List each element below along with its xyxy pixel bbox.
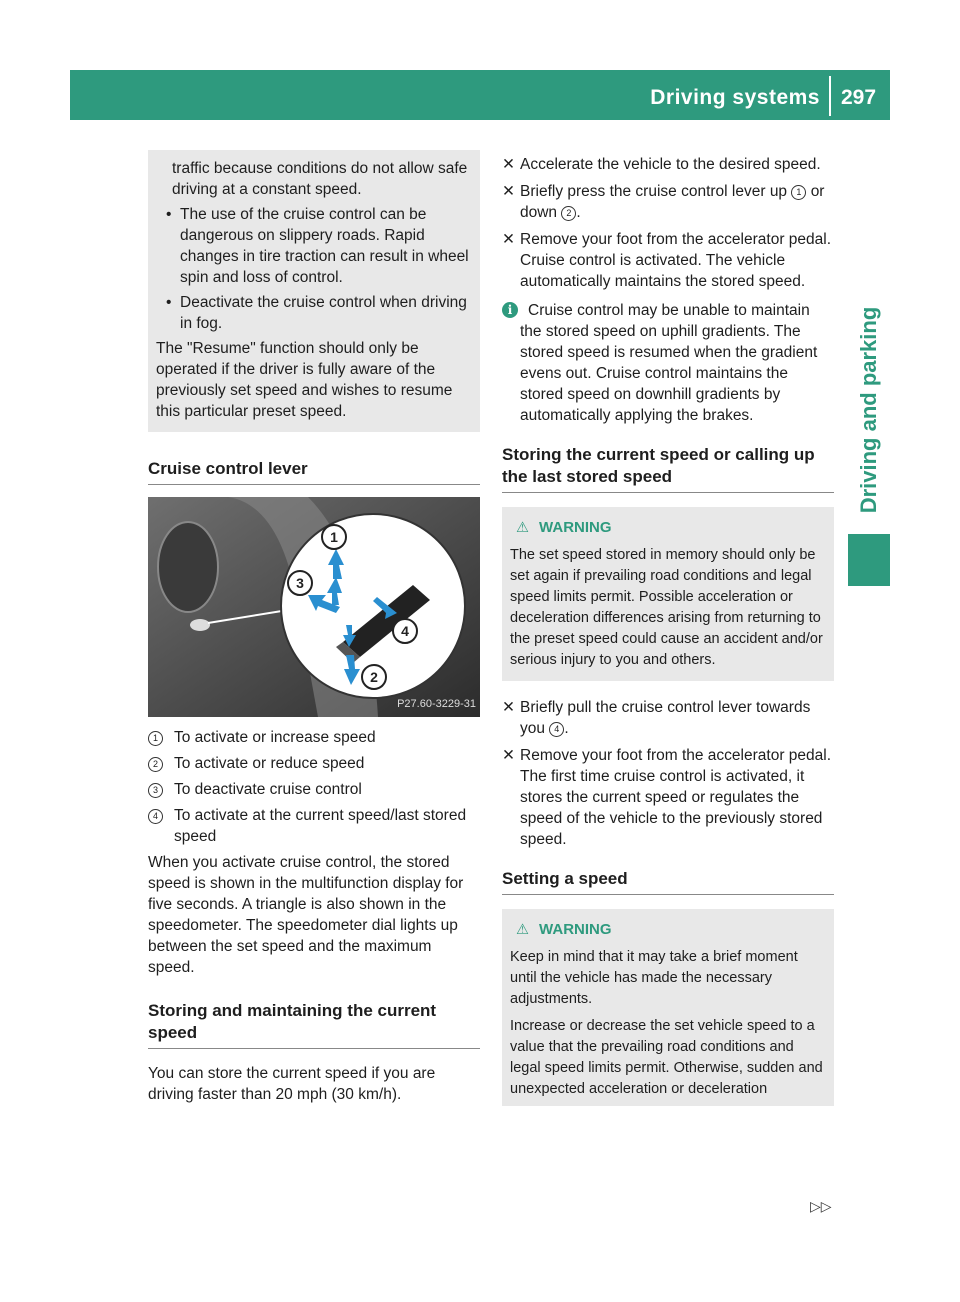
legend-item [148,727,480,748]
legend-text: To activate or increase speed [174,729,376,746]
legend-text: To activate or reduce speed [174,755,365,772]
ref-number-2: 2 [561,206,576,221]
warning-title: WARNING [539,921,612,938]
warning-text: Keep in mind that it may take a brief moment until the vehicle has made the necessary adjustments. [510,949,798,1007]
step-text: . [564,720,569,737]
callout-1: 1 [330,529,338,545]
step-arrow-icon: ✕ [502,156,515,173]
step-text: Accelerate the vehicle to the desired speed. [520,156,821,173]
step-text: or down [520,183,825,221]
info-text: Cruise control may be unable to maintain the stored speed on uphill gradients. The stored speed is resumed when the gradient evens out. Cruise control maintains the stored speed on downhill gradients by automatically applying the brakes. [520,302,818,424]
lever-heading: Cruise control lever [148,458,480,485]
warning-icon: ⚠ [516,520,529,536]
activation-paragraph: When you activate cruise control, the stored speed is shown in the multifunction display for five seconds. A triangle is also shown in the speedometer. The speedometer dial lights up between the set speed and the maximum speed. [148,854,464,976]
bullet-text: The use of the cruise control can be dangerous on slippery roads. Rapid changes in tire traction can result in wheel spin and loss of control. [180,206,469,286]
warning-text: Increase or decrease the set vehicle speed to a value that the prevailing road conditions and legal speed limits permit. Otherwise, sudden and unexpected acceleration or deceleration [510,1018,823,1097]
warning-title-row [510,919,826,941]
storing-paragraph: You can store the current speed if you are driving faster than 20 mph (30 km/h). [148,1065,436,1103]
header-divider [829,76,831,116]
legend-number: 1 [148,731,163,746]
callout-3: 3 [296,575,304,591]
warning-text: The set speed stored in memory should only be set again if prevailing road conditions and legal speed limits permit. Possible acceleration or deceleration differences arising from returning to the preset speed could cause an accident and/or serious injury to you and others. [510,547,823,668]
step-arrow-icon: ✕ [502,747,515,764]
warning-bullet [156,292,472,334]
legend-item [148,805,480,847]
bullet-text: Deactivate the cruise control when driving in fog. [180,294,467,332]
legend-number: 2 [148,757,163,772]
bullet-dot: • [166,206,172,223]
legend-item [148,779,480,800]
continued-warning-box [148,150,480,432]
warning-icon: ⚠ [516,922,529,938]
step-arrow-icon: ✕ [502,183,515,200]
side-tab-marker [848,534,890,586]
step-arrow-icon: ✕ [502,699,515,716]
warning-title-row [510,517,826,539]
legend-text: To activate at the current speed/last stored speed [174,807,467,845]
warning-title: WARNING [539,519,612,536]
figure-legend [148,727,480,847]
left-column [148,150,480,1105]
ref-number-4: 4 [549,722,564,737]
warning-intro: traffic because conditions do not allow safe driving at a constant speed. [172,160,468,198]
step [502,745,834,850]
step-text: Remove your foot from the accelerator pedal. [520,747,832,764]
legend-number: 4 [148,809,163,824]
side-tab-label: Driving and parking [856,306,881,514]
lever-figure [148,497,480,717]
warning-bullet [156,204,472,288]
section-title: Driving systems [650,86,820,109]
resume-note: The "Resume" function should only be operated if the driver is fully aware of the previously set speed and wishes to resume this particular preset speed. [156,340,453,420]
callout-2: 2 [370,669,378,685]
recall-heading: Storing the current speed or calling up the last stored speed [502,444,834,493]
warning-box-2 [502,909,834,1106]
legend-item [148,753,480,774]
figure-code: P27.60-3229-31 [397,698,476,710]
page-number: 297 [841,86,877,109]
step-text: Briefly pull the cruise control lever towards you [520,699,811,737]
ref-number-1: 1 [791,185,806,200]
gauge-shape [158,522,218,612]
step-result: Cruise control is activated. The vehicle automatically maintains the stored speed. [520,252,806,290]
warning-box-1 [502,507,834,681]
step-text: Briefly press the cruise control lever up [520,183,788,200]
legend-number: 3 [148,783,163,798]
continue-marker-icon: ▷▷ [810,1198,832,1214]
storing-heading: Storing and maintaining the current speed [148,1000,480,1049]
step [502,697,834,739]
right-column [502,154,834,1106]
step-text: Remove your foot from the accelerator pedal. [520,231,832,248]
legend-text: To deactivate cruise control [174,781,362,798]
step [502,154,834,175]
step-result: The first time cruise control is activated, it stores the current speed or regulates the speed of the vehicle to the previously stored speed. [520,768,823,848]
info-icon: i [502,302,518,318]
step-arrow-icon: ✕ [502,231,515,248]
step [502,229,834,292]
setting-heading: Setting a speed [502,868,834,895]
lever-illustration [148,497,480,717]
step-text: . [576,204,581,221]
step [502,181,834,223]
bullet-dot: • [166,294,172,311]
callout-4: 4 [401,623,409,639]
lever-tip [190,619,210,631]
info-note [502,300,834,426]
